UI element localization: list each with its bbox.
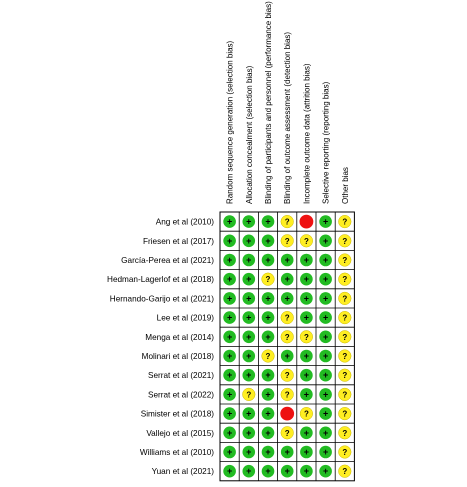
rating-unclear <box>339 292 352 305</box>
rating-symbol: + <box>226 293 233 304</box>
rating-symbol: + <box>265 447 271 457</box>
rating-symbol: ? <box>342 217 348 227</box>
rating-low <box>223 215 236 228</box>
rating-unclear <box>339 465 352 478</box>
rating-symbol: + <box>246 427 252 438</box>
study-label: Williams et al (2010) <box>139 448 214 457</box>
rating-low <box>223 273 236 286</box>
study-label: Serrat et al (2021) <box>148 371 214 381</box>
rating-symbol: + <box>226 274 233 285</box>
rating-symbol: + <box>265 331 271 342</box>
rating-symbol: + <box>265 466 271 477</box>
rating-low <box>223 369 236 382</box>
study-labels <box>107 218 214 477</box>
rating-low <box>262 407 275 420</box>
rating-low <box>300 465 313 478</box>
rating-low <box>243 465 256 478</box>
rating-symbol: ? <box>342 313 348 323</box>
rating-low <box>243 331 256 344</box>
rating-symbol: + <box>265 235 271 246</box>
rating-unclear <box>339 273 352 286</box>
rating-low <box>281 273 294 286</box>
study-label: Molinari et al (2018) <box>141 352 214 361</box>
rating-low <box>319 427 332 440</box>
rating-low <box>319 235 332 248</box>
rating-symbol: ? <box>342 256 348 265</box>
rating-low <box>281 292 294 305</box>
rating-symbol: + <box>303 427 310 438</box>
rating-low <box>223 407 236 420</box>
rating-unclear <box>281 427 294 440</box>
rating-symbol: + <box>322 312 329 323</box>
rating-symbol: + <box>303 389 310 400</box>
rating-symbol: + <box>284 466 290 477</box>
rating-symbol: + <box>226 312 233 323</box>
rating-low <box>300 273 313 286</box>
rating-symbol: + <box>322 389 329 400</box>
rating-symbol: + <box>226 351 233 361</box>
rating-low <box>319 331 332 344</box>
rating-low <box>243 273 256 286</box>
rating-symbol: ? <box>342 294 348 304</box>
rating-low <box>223 235 236 248</box>
rating-low <box>281 254 294 267</box>
study-label: Menga et al (2014) <box>145 332 214 342</box>
rating-symbol: ? <box>284 428 290 438</box>
rating-symbol: ? <box>265 352 271 361</box>
rating-low <box>281 350 294 363</box>
rating-symbol: + <box>265 216 271 227</box>
rating-low <box>300 446 313 459</box>
rating-symbol: + <box>284 293 290 304</box>
rating-symbol: ? <box>342 236 348 246</box>
rating-symbol: ? <box>342 467 348 477</box>
rating-symbol: + <box>226 408 233 419</box>
study-label: Ang et al (2010) <box>155 217 214 227</box>
rating-symbol: + <box>303 293 310 304</box>
rating-low <box>223 427 236 440</box>
rating-low <box>262 446 275 459</box>
rating-low <box>223 311 236 324</box>
rating-high <box>300 215 314 229</box>
rating-low <box>319 215 332 228</box>
rating-symbol: + <box>246 312 252 323</box>
rating-symbol: ? <box>342 390 348 400</box>
rating-low <box>262 331 275 344</box>
rating-low <box>300 427 313 440</box>
rating-unclear <box>300 407 313 420</box>
study-label: Lee et al (2019) <box>156 313 214 323</box>
rating-low <box>262 465 275 478</box>
rating-low <box>243 350 256 363</box>
rating-unclear <box>281 369 294 382</box>
rating-symbol: ? <box>303 332 309 342</box>
rating-unclear <box>281 311 294 324</box>
rating-low <box>243 292 256 305</box>
rating-unclear <box>300 235 313 248</box>
rating-symbol: + <box>226 331 233 342</box>
rating-low <box>300 369 313 382</box>
rating-symbol: + <box>226 447 233 457</box>
column-header: Selective reporting (reporting bias) <box>321 81 331 204</box>
rating-symbol: ? <box>303 236 309 246</box>
rating-symbol: + <box>303 466 310 477</box>
rating-circle <box>300 215 314 229</box>
rating-unclear <box>339 388 352 401</box>
rating-symbol: + <box>246 216 252 227</box>
rating-unclear <box>339 254 352 267</box>
rating-symbol: + <box>322 370 329 381</box>
study-label: Simister et al (2018) <box>140 409 214 419</box>
rating-low <box>243 407 256 420</box>
rating-low <box>262 388 275 401</box>
rating-low <box>243 235 256 248</box>
rating-unclear <box>339 427 352 440</box>
rating-low <box>223 388 236 401</box>
rating-unclear <box>243 388 256 401</box>
rating-low <box>319 254 332 267</box>
rating-symbol: + <box>284 274 290 285</box>
rating-low <box>243 369 256 382</box>
rating-symbol: + <box>265 427 271 438</box>
rating-low <box>262 427 275 440</box>
column-headers <box>226 1 350 204</box>
rating-unclear <box>339 215 352 228</box>
rating-symbol: + <box>265 370 271 381</box>
rating-low <box>262 311 275 324</box>
rating-unclear <box>339 407 352 420</box>
column-header: Blinding of participants and personnel (performance bias) <box>264 1 273 204</box>
rating-low <box>223 446 236 459</box>
rating-low <box>319 273 332 286</box>
rating-low <box>300 292 313 305</box>
rating-symbol: + <box>303 312 310 323</box>
rating-symbol: ? <box>284 332 290 342</box>
rating-symbol: ? <box>284 313 290 323</box>
rating-symbol: ? <box>342 371 348 381</box>
rating-symbol: + <box>226 466 233 477</box>
column-header: Incomplete outcome data (attrition bias) <box>302 63 312 204</box>
rating-symbol: ? <box>246 390 252 400</box>
rating-symbol: + <box>226 235 233 246</box>
rating-high <box>280 407 294 421</box>
rating-symbol: + <box>265 255 271 265</box>
rating-symbol: + <box>303 447 310 457</box>
rating-low <box>243 311 256 324</box>
rating-unclear <box>339 350 352 363</box>
rating-symbol: + <box>246 466 252 477</box>
column-header: Blinding of outcome assessment (detection bias) <box>283 31 293 204</box>
column-header: Allocation concealment (selection bias) <box>244 65 254 204</box>
rating-symbol: ? <box>284 390 290 400</box>
column-header: Random sequence generation (selection bias) <box>225 40 235 204</box>
rating-symbol: + <box>284 255 290 265</box>
rating-symbol: + <box>322 331 329 342</box>
rating-low <box>223 331 236 344</box>
rating-unclear <box>339 235 352 248</box>
rating-symbol: + <box>246 331 252 342</box>
rating-symbol: + <box>246 351 252 361</box>
rating-symbol: + <box>226 427 233 438</box>
rating-symbol: ? <box>342 332 348 342</box>
rating-symbol: + <box>322 447 329 457</box>
rating-low <box>319 407 332 420</box>
rating-symbol: + <box>303 370 310 381</box>
study-label: Friesen et al (2017) <box>143 236 214 246</box>
column-header: Other bias <box>340 167 350 204</box>
rating-symbol: ? <box>284 236 290 246</box>
rating-symbol: + <box>322 274 329 285</box>
rating-symbol: + <box>226 216 233 227</box>
rating-symbol: + <box>226 255 233 265</box>
rating-low <box>319 446 332 459</box>
study-label: Hedman-Lagerlof et al (2018) <box>107 275 214 285</box>
rating-low <box>300 311 313 324</box>
rating-unclear <box>281 331 294 344</box>
rating-symbol: + <box>246 235 252 246</box>
rating-low <box>262 292 275 305</box>
rating-low <box>223 292 236 305</box>
rating-symbol: + <box>284 447 290 457</box>
rating-low <box>319 369 332 382</box>
rating-low <box>300 254 313 267</box>
rating-unclear <box>281 388 294 401</box>
rating-unclear <box>262 273 275 286</box>
rating-low <box>300 388 313 401</box>
study-label: Yuan et al (2021) <box>151 467 214 477</box>
rating-symbol: + <box>322 235 329 246</box>
rating-low <box>262 254 275 267</box>
rating-low <box>243 215 256 228</box>
rating-symbol: ? <box>342 275 348 285</box>
rating-symbol: + <box>303 274 310 285</box>
rating-low <box>319 292 332 305</box>
rating-unclear <box>281 215 294 228</box>
rating-symbol: + <box>322 408 329 419</box>
rating-circle <box>280 407 294 421</box>
rating-low <box>262 215 275 228</box>
rating-grid <box>220 212 354 481</box>
rating-unclear <box>339 331 352 344</box>
rating-low <box>262 235 275 248</box>
rating-low <box>319 465 332 478</box>
rating-low <box>262 369 275 382</box>
rating-unclear <box>339 369 352 382</box>
rating-unclear <box>339 446 352 459</box>
rating-symbol: + <box>226 389 233 400</box>
rating-low <box>319 311 332 324</box>
rating-low <box>319 350 332 363</box>
rating-symbol: + <box>322 466 329 477</box>
rating-symbol: ? <box>265 275 271 285</box>
rating-symbol: + <box>303 351 310 361</box>
rating-low <box>281 446 294 459</box>
rating-unclear <box>262 350 275 363</box>
rating-unclear <box>339 311 352 324</box>
rating-symbol: + <box>246 370 252 381</box>
rating-symbol: + <box>246 255 252 265</box>
rating-unclear <box>281 235 294 248</box>
rating-unclear <box>300 331 313 344</box>
rating-symbol: + <box>322 255 329 265</box>
study-label: Vallejo et al (2015) <box>146 428 214 438</box>
rating-symbol: + <box>303 255 310 265</box>
rating-symbol: + <box>284 351 290 361</box>
study-label: Hernando-Garijo et al (2021) <box>109 294 214 304</box>
rating-symbol: + <box>322 216 329 227</box>
rating-low <box>243 254 256 267</box>
rating-symbol: ? <box>284 371 290 381</box>
rating-symbol: + <box>246 408 252 419</box>
rating-symbol: ? <box>342 428 348 438</box>
rating-symbol: ? <box>342 352 348 361</box>
rating-low <box>223 465 236 478</box>
rating-low <box>223 254 236 267</box>
rating-low <box>243 427 256 440</box>
rating-symbol: + <box>265 312 271 323</box>
study-label: García-Perea et al (2021) <box>121 256 214 265</box>
rating-symbol: ? <box>342 409 348 419</box>
rating-low <box>223 350 236 363</box>
rating-symbol: + <box>322 427 329 438</box>
rating-symbol: + <box>322 351 329 361</box>
rating-symbol: + <box>265 293 271 304</box>
study-label: Serrat et al (2022) <box>148 390 214 400</box>
rating-symbol: + <box>322 293 329 304</box>
rating-symbol: + <box>226 370 233 381</box>
rating-symbol: ? <box>284 217 290 227</box>
rating-low <box>243 446 256 459</box>
rating-symbol: ? <box>303 409 309 419</box>
rating-symbol: + <box>246 447 252 457</box>
rating-symbol: + <box>265 389 271 400</box>
rating-symbol: + <box>265 408 271 419</box>
rating-symbol: + <box>246 293 252 304</box>
rating-symbol: ? <box>342 448 348 457</box>
rating-low <box>319 388 332 401</box>
rating-symbol: + <box>246 274 252 285</box>
rating-low <box>281 465 294 478</box>
rating-low <box>300 350 313 363</box>
